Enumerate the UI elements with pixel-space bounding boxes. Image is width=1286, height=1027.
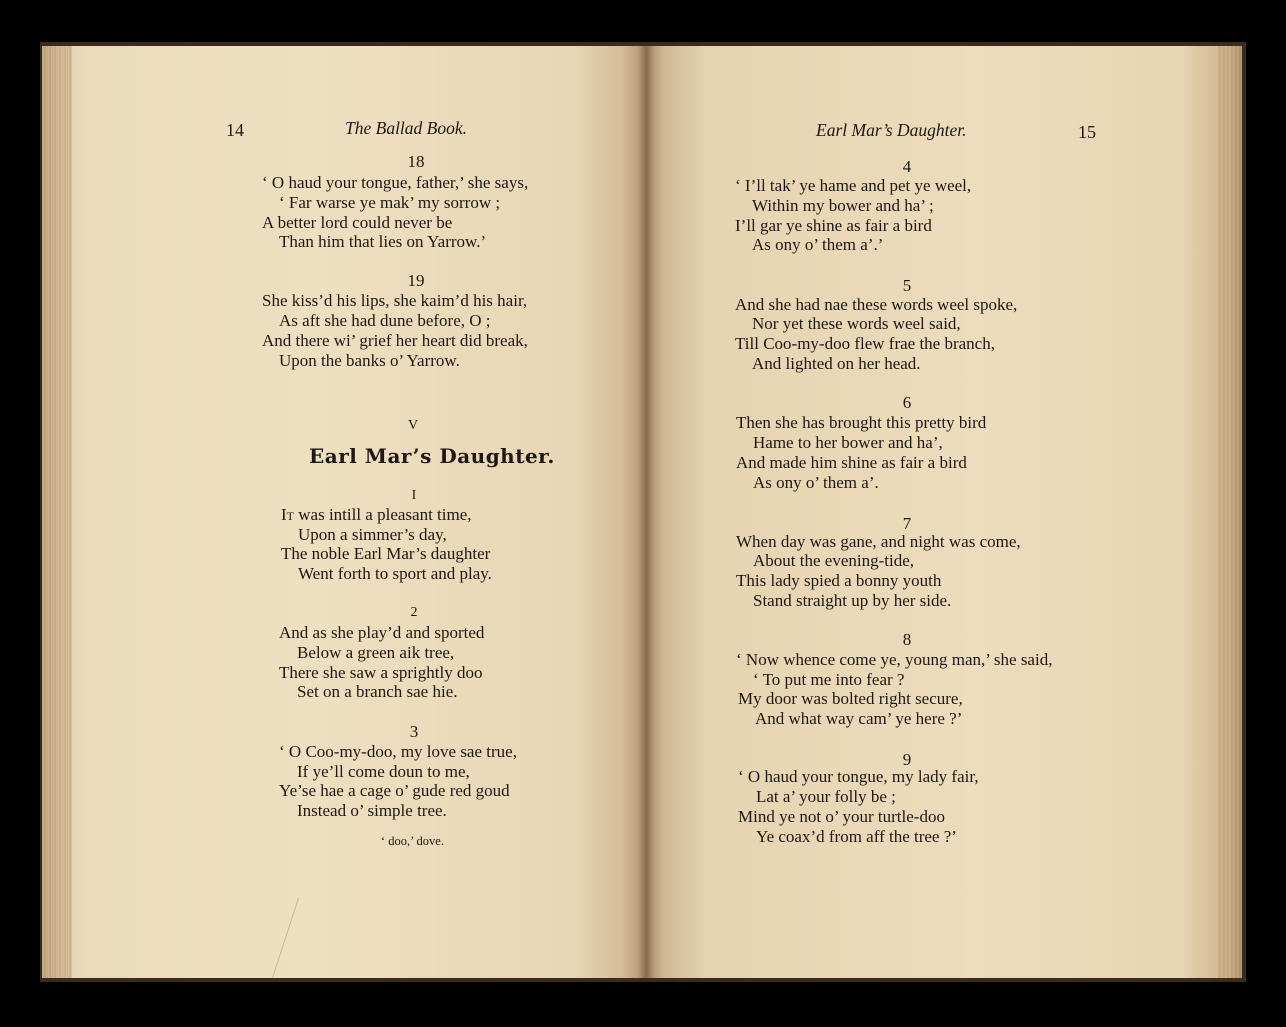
verse-line-first xyxy=(281,505,472,525)
verse-line: A better lord could never be xyxy=(262,213,453,232)
initial-word: It xyxy=(281,505,294,524)
verse-line: Within my bower and ha’ ; xyxy=(752,196,934,215)
verse-line: Stand straight up by her side. xyxy=(753,591,952,610)
stanza-number: 18 xyxy=(407,152,425,171)
verse-line: Lat a’ your folly be ; xyxy=(756,787,896,806)
verse-line: As aft she had dune before, O ; xyxy=(279,311,491,330)
verse-line: Till Coo-my-doo flew frae the branch, xyxy=(735,334,995,353)
book-gutter xyxy=(638,46,654,978)
left-page-edge xyxy=(42,46,72,978)
stanza-number: I xyxy=(411,488,417,503)
verse-line: If ye’ll come doun to me, xyxy=(297,762,470,781)
verse-line: Then she has brought this pretty bird xyxy=(736,413,987,432)
stanza-number: 2 xyxy=(410,605,418,620)
stanza-number: 8 xyxy=(902,630,912,649)
stanza-number: 6 xyxy=(902,393,912,412)
verse-line: Ye’se hae a cage o’ gude red goud xyxy=(279,781,510,800)
verse-line: About the evening-tide, xyxy=(753,551,914,570)
running-head-left: The Ballad Book. xyxy=(345,118,467,138)
verse-line-rest: was intill a pleasant time, xyxy=(294,505,472,524)
verse-line: Mind ye not o’ your turtle-doo xyxy=(738,807,945,826)
verse-line: ‘ O Coo-my-doo, my love sae true, xyxy=(279,742,517,761)
stanza-number: 9 xyxy=(902,750,912,769)
verse-line: ‘ Now whence come ye, young man,’ she said, xyxy=(736,650,1053,669)
page-number-right: 15 xyxy=(1078,122,1096,142)
verse-line: ‘ To put me into fear ? xyxy=(753,670,905,689)
verse-line: ‘ I’ll tak’ ye hame and pet ye weel, xyxy=(735,176,972,195)
verse-line: Set on a branch sae hie. xyxy=(297,682,458,701)
verse-line: Upon a simmer’s day, xyxy=(298,525,447,544)
verse-line: ‘ O haud your tongue, father,’ she says, xyxy=(262,173,529,192)
verse-line: Below a green aik tree, xyxy=(297,643,455,662)
verse-line: And made him shine as fair a bird xyxy=(736,453,967,472)
page-number-left: 14 xyxy=(226,120,244,140)
verse-line: Hame to her bower and ha’, xyxy=(753,433,943,452)
ballad-title: Earl Mar’s Daughter. xyxy=(309,444,555,468)
verse-line: Than him that lies on Yarrow.’ xyxy=(279,232,487,251)
verse-line: There she saw a sprightly doo xyxy=(279,663,483,682)
verse-line: She kiss’d his lips, she kaim’d his hair, xyxy=(262,291,528,310)
stanza-number: 7 xyxy=(902,514,912,533)
verse-line: I’ll gar ye shine as fair a bird xyxy=(735,216,932,235)
running-head-right: Earl Mar’s Daughter. xyxy=(816,120,967,140)
verse-line: As ony o’ them a’. xyxy=(753,473,879,492)
verse-line: Ye coax’d from aff the tree ?’ xyxy=(756,827,957,846)
verse-line: Instead o’ simple tree. xyxy=(297,801,447,820)
stanza-number: 19 xyxy=(407,271,425,290)
verse-line: ‘ O haud your tongue, my lady fair, xyxy=(738,767,979,786)
verse-line: Nor yet these words weel said, xyxy=(752,314,961,333)
verse-line: And what way cam’ ye here ?’ xyxy=(755,709,963,728)
right-page-edge xyxy=(1218,46,1242,978)
verse-line: As ony o’ them a’.’ xyxy=(752,235,884,254)
verse-line: ‘ Far warse ye mak’ my sorrow ; xyxy=(279,193,501,212)
verse-line: My door was bolted right secure, xyxy=(738,689,963,708)
open-book xyxy=(40,42,1246,982)
verse-line: And lighted on her head. xyxy=(752,354,921,373)
verse-line: And as she play’d and sported xyxy=(279,623,485,642)
footnote: ‘ doo,’ dove. xyxy=(381,834,444,848)
section-numeral: V xyxy=(408,418,419,433)
verse-line: This lady spied a bonny youth xyxy=(736,571,942,590)
verse-line: When day was gane, and night was come, xyxy=(736,532,1021,551)
verse-line: Upon the banks o’ Yarrow. xyxy=(279,351,460,370)
verse-line: And she had nae these words weel spoke, xyxy=(735,295,1018,314)
verse-line: And there wi’ grief her heart did break, xyxy=(262,331,528,350)
verse-line: The noble Earl Mar’s daughter xyxy=(281,544,491,563)
stanza-number: 5 xyxy=(902,276,912,295)
stanza-number: 4 xyxy=(902,157,912,176)
verse-line: Went forth to sport and play. xyxy=(298,564,492,583)
stanza-number: 3 xyxy=(409,722,419,741)
